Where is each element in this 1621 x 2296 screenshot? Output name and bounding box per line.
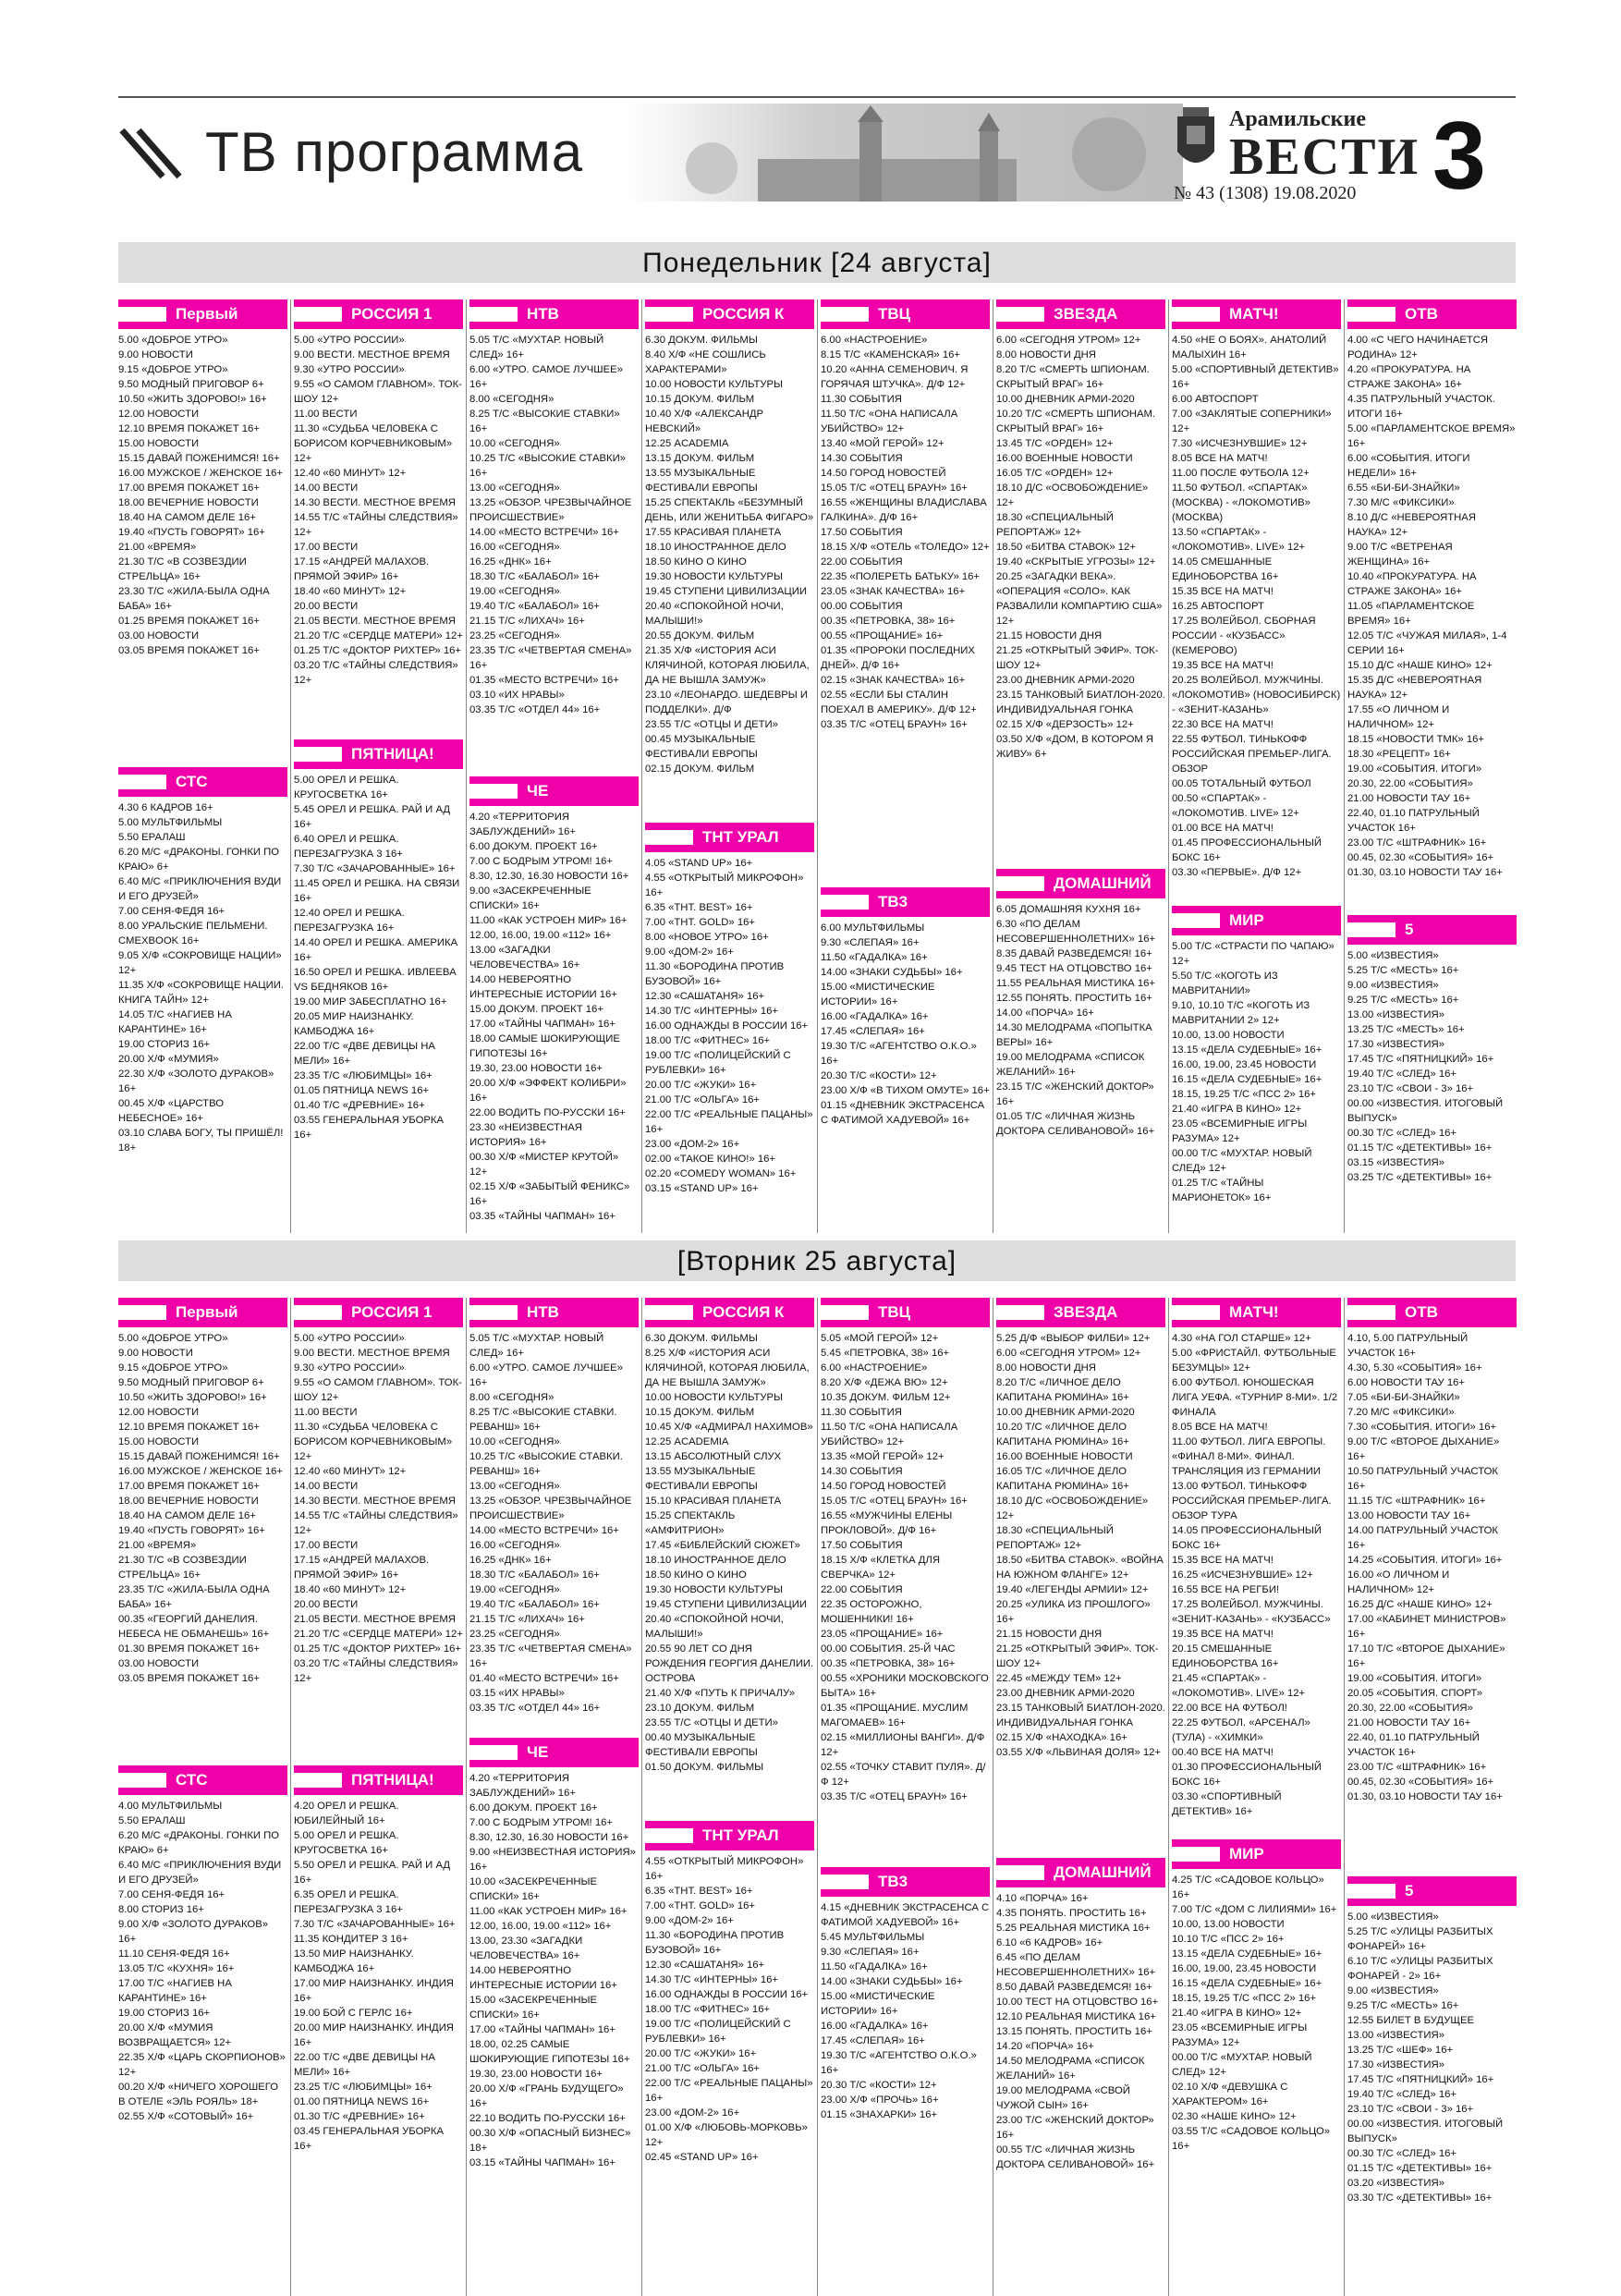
channel-name: РОССИЯ К	[702, 305, 785, 323]
channel-block	[996, 1858, 1165, 2172]
channel-logo-emblem	[1347, 1305, 1396, 1320]
channel-name: ТВЦ	[878, 1303, 911, 1321]
channel-logo-emblem	[118, 775, 166, 789]
channel-logo	[1347, 1298, 1517, 1327]
channel-name: Первый	[176, 305, 238, 323]
channel-block	[1347, 1876, 1517, 2205]
channel-name: МАТЧ!	[1229, 1303, 1279, 1321]
channel-name: НТВ	[527, 305, 559, 323]
program-list: 5.05 «МОЙ ГЕРОЙ» 12+ 5.45 «ПЕТРОВКА, 38» 16+ 6.00 «НАСТРОЕНИЕ» 8.20 Х/Ф «ДЕЖА ВЮ» 12+ 10.35 ДОКУМ. ФИЛЬМ 12+ 11.30 СОБЫТИЯ 11.50 Т/С «ОНА НАПИСАЛА УБИЙСТВО» 12+ 13.35 «МОЙ ГЕРОЙ» 12+ 14.30 СОБЫТИЯ 14.50 ГОРОД НОВОСТЕЙ 15.05 Т/С «ОТЕЦ БРАУН» 16+ 16.55 «МУЖЧИНЫ ЕЛЕНЫ ПРОКЛОВОЙ». Д/Ф 16+ 17.50 СОБЫТИЯ 18.15 Х/Ф «КЛЕТКА ДЛЯ СВЕРЧКА» 12+ 22.00 СОБЫТИЯ 22.35 ОСТОРОЖНО, МОШЕННИКИ! 16+ 23.05 «ПРОЩАНИЕ» 16+ 00.00 СОБЫТИЯ. 25-Й ЧАС 00.35 «ПЕТРОВКА, 38» 16+ 00.55 «ХРОНИКИ МОСКОВСКОГО БЫТА» 16+ 01.35 «ПРОЩАНИЕ. МУСЛИМ МАГОМАЕВ» 16+ 02.15 «МИЛЛИОНЫ ВАНГИ». Д/Ф 12+ 02.55 «ТОЧКУ СТАВИТ ПУЛЯ». Д/Ф 12+ 03.35 Т/С «ОТЕЦ БРАУН» 16+	[821, 1333, 989, 1802]
channel-name: 5	[1405, 921, 1414, 938]
channel-block	[821, 1867, 990, 2122]
channel-name: ТВ3	[878, 1873, 908, 1890]
channel-logo	[996, 1858, 1165, 1887]
channel-logo-emblem	[996, 1305, 1044, 1320]
channel-logo	[645, 823, 814, 852]
channel-block	[118, 1765, 287, 2124]
channel-block	[294, 299, 463, 688]
channel-logo-emblem	[1172, 913, 1220, 928]
channel-logo-emblem	[1347, 307, 1396, 322]
channel-name: ТНТ УРАЛ	[702, 828, 779, 846]
channel-logo	[821, 887, 990, 917]
program-list: 5.00 ОРЕЛ И РЕШКА. КРУГОСВЕТКА 16+ 5.45 ОРЕЛ И РЕШКА. РАЙ И АД 16+ 6.40 ОРЕЛ И РЕШКА. ПЕРЕЗАГРУЗКА 3 16+ 7.30 Т/С «ЗАЧАРОВАННЫЕ» 16+ 11.45 ОРЕЛ И РЕШКА. НА СВЯЗИ 16+ 12.40 ОРЕЛ И РЕШКА. ПЕРЕЗАГРУЗКА 16+ 14.40 ОРЕЛ И РЕШКА. АМЕРИКА 16+ 16.50 ОРЕЛ И РЕШКА. ИВЛЕЕВА VS БЕДНЯКОВ 16+ 19.00 МИР ЗАБЕСПЛАТНО 16+ 20.05 МИР НАИЗНАНКУ. КАМБОДЖА 16+ 22.00 Т/С «ДВЕ ДЕВИЦЫ НА МЕЛИ» 16+ 23.35 Т/С «ЛЮБИМЦЫ» 16+ 01.05 ПЯТНИЦА NEWS 16+ 01.40 Т/С «ДРЕВНИЕ» 16+ 03.55 ГЕНЕРАЛЬНАЯ УБОРКА 16+	[294, 775, 460, 1141]
channel-block	[1172, 1839, 1341, 2154]
channel-name: МАТЧ!	[1229, 305, 1279, 323]
day-title: Понедельник [24 августа]	[642, 248, 992, 278]
channel-block	[996, 1298, 1165, 1760]
day-header	[118, 242, 1516, 283]
channel-logo-emblem	[821, 307, 869, 322]
channel-name: СТС	[176, 1771, 208, 1789]
channel-block	[294, 739, 463, 1142]
header-top-rule	[118, 96, 1516, 98]
channel-logo	[118, 1765, 287, 1795]
program-list: 4.15 «ДНЕВНИК ЭКСТРАСЕНСА С ФАТИМОЙ ХАДУЕВОЙ» 16+ 5.45 МУЛЬТФИЛЬМЫ 9.30 «СЛЕПАЯ» 16+ 11.50 «ГАДАЛКА» 16+ 14.00 «ЗНАКИ СУДЬБЫ» 16+ 15.00 «МИСТИЧЕСКИЕ ИСТОРИИ» 16+ 16.00 «ГАДАЛКА» 16+ 17.45 «СЛЕПАЯ» 16+ 19.30 Т/С «АГЕНТСТВО О.К.О.» 16+ 20.30 Т/С «КОСТИ» 12+ 23.00 Х/Ф «ПРОЧЬ» 16+ 01.15 «ЗНАХАРКИ» 16+	[821, 1902, 990, 2120]
program-list: 5.05 Т/С «МУХТАР. НОВЫЙ СЛЕД» 16+ 6.00 «УТРО. САМОЕ ЛУЧШЕЕ» 16+ 8.00 «СЕГОДНЯ» 8.25 Т/С «ВЫСОКИЕ СТАВКИ. РЕВАНШ» 16+ 10.00 «СЕГОДНЯ» 10.25 Т/С «ВЫСОКИЕ СТАВКИ. РЕВАНШ» 16+ 13.00 «СЕГОДНЯ» 13.25 «ОБЗОР. ЧРЕЗВЫЧАЙНОЕ ПРОИСШЕСТВИЕ» 14.00 «МЕСТО ВСТРЕЧИ» 16+ 16.00 «СЕГОДНЯ» 16.25 «ДНК» 16+ 18.30 Т/С «БАЛАБОЛ» 16+ 19.00 «СЕГОДНЯ» 19.40 Т/С «БАЛАБОЛ» 16+ 21.15 Т/С «ЛИХАЧ» 16+ 23.25 «СЕГОДНЯ» 23.35 Т/С «ЧЕТВЕРТАЯ СМЕНА» 16+ 01.40 «МЕСТО ВСТРЕЧИ» 16+ 03.15 «ИХ НРАВЫ» 03.35 Т/С «ОТДЕЛ 44» 16+	[469, 1333, 632, 1714]
column-separator	[290, 299, 291, 1233]
channel-name: ОТВ	[1405, 1303, 1438, 1321]
program-list: 6.30 ДОКУМ. ФИЛЬМЫ 8.25 Х/Ф «ИСТОРИЯ АСИ КЛЯЧИНОЙ, КОТОРАЯ ЛЮБИЛА, ДА НЕ ВЫШЛА ЗАМУЖ» 10.00 НОВОСТИ КУЛЬТУРЫ 10.15 ДОКУМ. ФИЛЬМ 10.45 Х/Ф «АДМИРАЛ НАХИМОВ» 12.25 ACADEMIA 13.15 АБСОЛЮТНЫЙ СЛУХ 13.55 МУЗЫКАЛЬНЫЕ ФЕСТИВАЛИ ЕВРОПЫ 15.10 КРАСИВАЯ ПЛАНЕТА 15.25 СПЕКТАКЛЬ «АМФИТРИОН» 17.45 «БИБЛЕЙСКИЙ СЮЖЕТ» 18.10 ИНОСТРАННОЕ ДЕЛО 18.50 КИНО О КИНО 19.30 НОВОСТИ КУЛЬТУРЫ 19.45 СТУПЕНИ ЦИВИЛИЗАЦИИ 20.40 «СПОКОЙНОЙ НОЧИ, МАЛЫШИ!» 20.55 90 ЛЕТ СО ДНЯ РОЖДЕНИЯ ГЕОРГИЯ ДАНЕЛИИ. ОСТРОВА 21.40 Х/Ф «ПУТЬ К ПРИЧАЛУ» 23.10 ДОКУМ. ФИЛЬМ 23.55 Т/С «ОТЦЫ И ДЕТИ» 00.40 МУЗЫКАЛЬНЫЕ ФЕСТИВАЛИ ЕВРОПЫ 01.50 ДОКУМ. ФИЛЬМЫ	[645, 1333, 814, 1773]
column-separator	[1344, 299, 1345, 1233]
channel-block	[1172, 906, 1341, 1205]
channel-block	[118, 767, 287, 1155]
program-list: 5.25 Д/Ф «ВЫБОР ФИЛБИ» 12+ 6.00 «СЕГОДНЯ УТРОМ» 12+ 8.00 НОВОСТИ ДНЯ 8.20 Т/С «ЛИЧНОЕ ДЕЛО КАПИТАНА РЮМИНА» 16+ 10.00 ДНЕВНИК АРМИ-2020 10.20 Т/С «ЛИЧНОЕ ДЕЛО КАПИТАНА РЮМИНА» 16+ 16.00 ВОЕННЫЕ НОВОСТИ 16.05 Т/С «ЛИЧНОЕ ДЕЛО КАПИТАНА РЮМИНА» 16+ 18.10 Д/С «ОСВОБОЖДЕНИЕ» 12+ 18.30 «СПЕЦИАЛЬНЫЙ РЕПОРТАЖ» 12+ 18.50 «БИТВА СТАВОК». «ВОЙНА НА ЮЖНОМ ФЛАНГЕ» 12+ 19.40 «ЛЕГЕНДЫ АРМИИ» 12+ 20.25 «УЛИКА ИЗ ПРОШЛОГО» 16+ 21.15 НОВОСТИ ДНЯ 21.25 «ОТКРЫТЫЙ ЭФИР». ТОК-ШОУ 12+ 22.45 «МЕЖДУ ТЕМ» 12+ 23.00 ДНЕВНИК АРМИ-2020 23.15 ТАНКОВЫЙ БИАТЛОН-2020. ИНДИВИДУАЛЬНАЯ ГОНКА 02.15 Х/Ф «НАХОДКА» 16+ 03.55 Х/Ф «ЛЬВИНАЯ ДОЛЯ» 12+	[996, 1333, 1165, 1758]
channel-logo	[821, 1298, 990, 1327]
channel-logo-emblem	[294, 1773, 342, 1788]
program-list: 6.00 «НАСТРОЕНИЕ» 8.15 Т/С «КАМЕНСКАЯ» 16+ 10.20 «АННА СЕМЕНОВИЧ. Я ГОРЯЧАЯ ШТУЧКА». Д/Ф 12+ 11.30 СОБЫТИЯ 11.50 Т/С «ОНА НАПИСАЛА УБИЙСТВО» 12+ 13.40 «МОЙ ГЕРОЙ» 12+ 14.30 СОБЫТИЯ 14.50 ГОРОД НОВОСТЕЙ 15.05 Т/С «ОТЕЦ БРАУН» 16+ 16.55 «ЖЕНЩИНЫ ВЛАДИСЛАВА ГАЛКИНА». Д/Ф 16+ 17.50 СОБЫТИЯ 18.15 Х/Ф «ОТЕЛЬ «ТОЛЕДО» 12+ 22.00 СОБЫТИЯ 22.35 «ПОЛЕРЕТЬ БАТЬКУ» 16+ 23.05 «ЗНАК КАЧЕСТВА» 16+ 00.00 СОБЫТИЯ 00.35 «ПЕТРОВКА, 38» 16+ 00.55 «ПРОЩАНИЕ» 16+ 01.35 «ПРОРОКИ ПОСЛЕДНИХ ДНЕЙ». Д/Ф 16+ 02.15 «ЗНАК КАЧЕСТВА» 16+ 02.55 «ЕСЛИ БЫ СТАЛИН ПОЕХАЛ В АМЕРИКУ». Д/Ф 12+ 03.35 Т/С «ОТЕЦ БРАУН» 16+	[821, 335, 990, 730]
channel-logo	[469, 299, 639, 329]
column-separator	[641, 1298, 642, 2296]
channel-name: ЗВЕЗДА	[1054, 305, 1118, 323]
channel-logo-emblem	[294, 1305, 342, 1320]
program-list: 5.00 «ИЗВЕСТИЯ» 5.25 Т/С «МЕСТЬ» 16+ 9.00 «ИЗВЕСТИЯ» 9.25 Т/С «МЕСТЬ» 16+ 13.00 «ИЗВЕСТИЯ» 13.25 Т/С «МЕСТЬ» 16+ 17.30 «ИЗВЕСТИЯ» 17.45 Т/С «ПЯТНИЦКИЙ» 16+ 19.40 Т/С «СЛЕД» 16+ 23.10 Т/С «СВОИ - 3» 16+ 00.00 «ИЗВЕСТИЯ. ИТОГОВЫЙ ВЫПУСК» 00.30 Т/С «СЛЕД» 16+ 01.15 Т/С «ДЕТЕКТИВЫ» 16+ 03.15 «ИЗВЕСТИЯ» 03.25 Т/С «ДЕТЕКТИВЫ» 16+	[1347, 950, 1504, 1183]
program-list: 5.00 «УТРО РОССИИ» 9.00 ВЕСТИ. МЕСТНОЕ ВРЕМЯ 9.30 «УТРО РОССИИ» 9.55 «О САМОМ ГЛАВНОМ». ТОК-ШОУ 12+ 11.00 ВЕСТИ 11.30 «СУДЬБА ЧЕЛОВЕКА С БОРИСОМ КОРЧЕВНИКОВЫМ» 12+ 12.40 «60 МИНУТ» 12+ 14.00 ВЕСТИ 14.30 ВЕСТИ. МЕСТНОЕ ВРЕМЯ 14.55 Т/С «ТАЙНЫ СЛЕДСТВИЯ» 12+ 17.00 ВЕСТИ 17.15 «АНДРЕЙ МАЛАХОВ. ПРЯМОЙ ЭФИР» 16+ 18.40 «60 МИНУТ» 12+ 20.00 ВЕСТИ 21.05 ВЕСТИ. МЕСТНОЕ ВРЕМЯ 21.20 Т/С «СЕРДЦЕ МАТЕРИ» 12+ 01.25 Т/С «ДОКТОР РИХТЕР» 16+ 03.20 Т/С «ТАЙНЫ СЛЕДСТВИЯ» 12+	[294, 1333, 463, 1684]
channel-logo	[118, 299, 287, 329]
program-list: 4.00 «С ЧЕГО НАЧИНАЕТСЯ РОДИНА» 12+ 4.20 «ПРОКУРАТУРА. НА СТРАЖЕ ЗАКОНА» 16+ 4.35 ПАТРУЛЬНЫЙ УЧАСТОК. ИТОГИ 16+ 5.00 «ПАРЛАМЕНТСКОЕ ВРЕМЯ» 16+ 6.00 «СОБЫТИЯ. ИТОГИ НЕДЕЛИ» 16+ 6.55 «БИ-БИ-ЗНАЙКИ» 7.30 М/С «ФИКСИКИ» 8.10 Д/С «НЕВЕРОЯТНАЯ НАУКА» 12+ 9.00 Т/С «ВЕТРЕНАЯ ЖЕНЩИНА» 16+ 10.40 «ПРОКУРАТУРА. НА СТРАЖЕ ЗАКОНА» 16+ 11.05 «ПАРЛАМЕНТСКОЕ ВРЕМЯ» 16+ 12.05 Т/С «ЧУЖАЯ МИЛАЯ», 1-4 СЕРИИ 16+ 15.10 Д/С «НАШЕ КИНО» 12+ 15.35 Д/С «НЕВЕРОЯТНАЯ НАУКА» 12+ 17.55 «О ЛИЧНОМ И НАЛИЧНОМ» 12+ 18.15 «НОВОСТИ ТМК» 16+ 18.30 «РЕЦЕПТ» 16+ 19.00 «СОБЫТИЯ. ИТОГИ» 20.30, 22.00 «СОБЫТИЯ» 21.00 НОВОСТИ ТАУ 16+ 22.40, 01.10 ПАТРУЛЬНЫЙ УЧАСТОК 16+ 23.00 Т/С «ШТРАФНИК» 16+ 00.45, 02.30 «СОБЫТИЯ» 16+ 01.30, 03.10 НОВОСТИ ТАУ 16+	[1347, 335, 1516, 878]
program-list: 4.05 «STAND UP» 16+ 4.55 «ОТКРЫТЫЙ МИКРОФОН» 16+ 6.35 «ТНТ. BEST» 16+ 7.00 «ТНТ. GOLD» 16+ 8.00 «НОВОЕ УТРО» 16+ 9.00 «ДОМ-2» 16+ 11.30 «БОРОДИНА ПРОТИВ БУЗОВОЙ» 16+ 12.30 «САШАТАНЯ» 16+ 14.30 Т/С «ИНТЕРНЫ» 16+ 16.00 ОДНАЖДЫ В РОССИИ 16+ 18.00 Т/С «ФИТНЕС» 16+ 19.00 Т/С «ПОЛИЦЕЙСКИЙ С РУБЛЕВКИ» 16+ 20.00 Т/С «ЖУКИ» 16+ 21.00 Т/С «ОЛЬГА» 16+ 22.00 Т/С «РЕАЛЬНЫЕ ПАЦАНЫ» 16+ 23.00 «ДОМ-2» 16+ 02.00 «ТАКОЕ КИНО!» 16+ 02.20 «COMEDY WOMAN» 16+ 03.15 «STAND UP» 16+	[645, 858, 813, 1194]
channel-logo-emblem	[1172, 1305, 1220, 1320]
column-separator	[641, 299, 642, 1233]
program-list: 5.05 Т/С «МУХТАР. НОВЫЙ СЛЕД» 16+ 6.00 «УТРО. САМОЕ ЛУЧШЕЕ» 16+ 8.00 «СЕГОДНЯ» 8.25 Т/С «ВЫСОКИЕ СТАВКИ» 16+ 10.00 «СЕГОДНЯ» 10.25 Т/С «ВЫСОКИЕ СТАВКИ» 16+ 13.00 «СЕГОДНЯ» 13.25 «ОБЗОР. ЧРЕЗВЫЧАЙНОЕ ПРОИСШЕСТВИЕ» 14.00 «МЕСТО ВСТРЕЧИ» 16+ 16.00 «СЕГОДНЯ» 16.25 «ДНК» 16+ 18.30 Т/С «БАЛАБОЛ» 16+ 19.00 «СЕГОДНЯ» 19.40 Т/С «БАЛАБОЛ» 16+ 21.15 Т/С «ЛИХАЧ» 16+ 23.25 «СЕГОДНЯ» 23.35 Т/С «ЧЕТВЕРТАЯ СМЕНА» 16+ 01.35 «МЕСТО ВСТРЕЧИ» 16+ 03.10 «ИХ НРАВЫ» 03.35 Т/С «ОТДЕЛ 44» 16+	[469, 335, 632, 715]
day-title: [Вторник 25 августа]	[676, 1246, 957, 1276]
channel-name: СТС	[176, 773, 208, 790]
column-separator	[817, 1298, 818, 2296]
channel-logo-emblem	[469, 1745, 518, 1760]
channel-name: ТВЦ	[878, 305, 911, 323]
channel-name: РОССИЯ К	[702, 1303, 785, 1321]
program-list: 5.00 «ДОБРОЕ УТРО» 9.00 НОВОСТИ 9.15 «ДОБРОЕ УТРО» 9.50 МОДНЫЙ ПРИГОВОР 6+ 10.50 «ЖИТЬ ЗДОРОВО!» 16+ 12.00 НОВОСТИ 12.10 ВРЕМЯ ПОКАЖЕТ 16+ 15.00 НОВОСТИ 15.15 ДАВАЙ ПОЖЕНИМСЯ! 16+ 16.00 МУЖСКОЕ / ЖЕНСКОЕ 16+ 17.00 ВРЕМЯ ПОКАЖЕТ 16+ 18.00 ВЕЧЕРНИЕ НОВОСТИ 18.40 НА САМОМ ДЕЛЕ 16+ 19.40 «ПУСТЬ ГОВОРЯТ» 16+ 21.00 «ВРЕМЯ» 21.30 Т/С «В СОЗВЕЗДИИ СТРЕЛЬЦА» 16+ 23.35 Т/С «ЖИЛА-БЫЛА ОДНА БАБА» 16+ 00.35 «ГЕОРГИЙ ДАНЕЛИЯ. НЕБЕСА НЕ ОБМАНЕШЬ» 16+ 01.30 ВРЕМЯ ПОКАЖЕТ 16+ 03.00 НОВОСТИ 03.05 ВРЕМЯ ПОКАЖЕТ 16+	[118, 1333, 284, 1684]
channel-name: ПЯТНИЦА!	[351, 1771, 434, 1789]
channel-logo	[118, 1298, 287, 1327]
program-list: 5.00 «ДОБРОЕ УТРО» 9.00 НОВОСТИ 9.15 «ДОБРОЕ УТРО» 9.50 МОДНЫЙ ПРИГОВОР 6+ 10.50 «ЖИТЬ ЗДОРОВО!» 16+ 12.00 НОВОСТИ 12.10 ВРЕМЯ ПОКАЖЕТ 16+ 15.00 НОВОСТИ 15.15 ДАВАЙ ПОЖЕНИМСЯ! 16+ 16.00 МУЖСКОЕ / ЖЕНСКОЕ 16+ 17.00 ВРЕМЯ ПОКАЖЕТ 16+ 18.00 ВЕЧЕРНИЕ НОВОСТИ 18.40 НА САМОМ ДЕЛЕ 16+ 19.40 «ПУСТЬ ГОВОРЯТ» 16+ 21.00 «ВРЕМЯ» 21.30 Т/С «В СОЗВЕЗДИИ СТРЕЛЬЦА» 16+ 23.30 Т/С «ЖИЛА-БЫЛА ОДНА БАБА» 16+ 01.25 ВРЕМЯ ПОКАЖЕТ 16+ 03.00 НОВОСТИ 03.05 ВРЕМЯ ПОКАЖЕТ 16+	[118, 335, 284, 656]
channel-logo-emblem	[645, 1828, 693, 1843]
channel-block	[996, 869, 1165, 1139]
channel-logo	[469, 1738, 639, 1767]
channel-name: МИР	[1229, 911, 1264, 929]
channel-name: ЗВЕЗДА	[1054, 1303, 1118, 1321]
channel-name: ЧЕ	[527, 782, 549, 800]
channel-block	[469, 1298, 639, 1716]
channel-block	[118, 299, 287, 658]
channel-block	[469, 1738, 639, 2170]
page-number: 3	[1432, 103, 1486, 210]
channel-logo-emblem	[645, 307, 693, 322]
channel-logo	[1347, 915, 1517, 945]
channel-block	[821, 1298, 990, 1804]
channel-name: РОССИЯ 1	[351, 1303, 433, 1321]
channel-logo	[996, 299, 1165, 329]
channel-block	[645, 1298, 814, 1775]
channel-block	[1347, 915, 1517, 1185]
column-separator	[466, 1298, 467, 2296]
channel-name: ЧЕ	[527, 1743, 549, 1761]
channel-logo-emblem	[118, 1773, 166, 1788]
program-list: 4.10, 5.00 ПАТРУЛЬНЫЙ УЧАСТОК 16+ 4.30, 5.30 «СОБЫТИЯ» 16+ 6.00 НОВОСТИ ТАУ 16+ 7.05 «БИ-БИ-ЗНАЙКИ» 7.20 М/С «ФИКСИКИ» 7.30 «СОБЫТИЯ. ИТОГИ» 16+ 9.00 Т/С «ВТОРОЕ ДЫХАНИЕ» 16+ 10.50 ПАТРУЛЬНЫЙ УЧАСТОК 16+ 11.15 Т/С «ШТРАФНИК» 16+ 13.00 НОВОСТИ ТАУ 16+ 14.00 ПАТРУЛЬНЫЙ УЧАСТОК 16+ 14.25 «СОБЫТИЯ. ИТОГИ» 16+ 16.00 «О ЛИЧНОМ И НАЛИЧНОМ» 12+ 16.25 Д/С «НАШЕ КИНО» 12+ 17.00 «КАБИНЕТ МИНИСТРОВ» 16+ 17.10 Т/С «ВТОРОЕ ДЫХАНИЕ» 16+ 19.00 «СОБЫТИЯ. ИТОГИ» 20.05 «СОБЫТИЯ. СПОРТ» 20.30, 22.00 «СОБЫТИЯ» 21.00 НОВОСТИ ТАУ 16+ 22.40, 01.10 ПАТРУЛЬНЫЙ УЧАСТОК 16+ 23.00 Т/С «ШТРАФНИК» 16+ 00.45, 02.30 «СОБЫТИЯ» 16+ 01.30, 03.10 НОВОСТИ ТАУ 16+	[1347, 1333, 1506, 1802]
channel-name: Первый	[176, 1303, 238, 1321]
program-list: 4.55 «ОТКРЫТЫЙ МИКРОФОН» 16+ 6.35 «ТНТ. BEST» 16+ 7.00 «ТНТ. GOLD» 16+ 9.00 «ДОМ-2» 16+ 11.30 «БОРОДИНА ПРОТИВ БУЗОВОЙ» 16+ 12.30 «САШАТАНЯ» 16+ 14.30 Т/С «ИНТЕРНЫ» 16+ 16.00 ОДНАЖДЫ В РОССИИ 16+ 18.00 Т/С «ФИТНЕС» 16+ 19.00 Т/С «ПОЛИЦЕЙСКИЙ С РУБЛЕВКИ» 16+ 20.00 Т/С «ЖУКИ» 16+ 21.00 Т/С «ОЛЬГА» 16+ 22.00 Т/С «РЕАЛЬНЫЕ ПАЦАНЫ» 16+ 23.00 «ДОМ-2» 16+ 01.00 Х/Ф «ЛЮБОВЬ-МОРКОВЬ» 12+ 02.45 «STAND UP» 16+	[645, 1856, 813, 2163]
channel-name: РОССИЯ 1	[351, 305, 433, 323]
program-list: 4.20 «ТЕРРИТОРИЯ ЗАБЛУЖДЕНИЙ» 16+ 6.00 ДОКУМ. ПРОЕКТ 16+ 7.00 С БОДРЫМ УТРОМ! 16+ 8.30, 12.30, 16.30 НОВОСТИ 16+ 9.00 «ЗАСЕКРЕЧЕННЫЕ СПИСКИ» 16+ 11.00 «КАК УСТРОЕН МИР» 16+ 12.00, 16.00, 19.00 «112» 16+ 13.00 «ЗАГАДКИ ЧЕЛОВЕЧЕСТВА» 16+ 14.00 НЕВЕРОЯТНО ИНТЕРЕСНЫЕ ИСТОРИИ 16+ 15.00 ДОКУМ. ПРОЕКТ 16+ 17.00 «ТАЙНЫ ЧАПМАН» 16+ 18.00 САМЫЕ ШОКИРУЮЩИЕ ГИПОТЕЗЫ 16+ 19.30, 23.00 НОВОСТИ 16+ 20.00 Х/Ф «ЭФФЕКТ КОЛИБРИ» 16+ 22.00 ВОДИТЬ ПО-РУССКИ 16+ 23.30 «НЕИЗВЕСТНАЯ ИСТОРИЯ» 16+ 00.30 Х/Ф «МИСТЕР КРУТОЙ» 12+ 02.15 Х/Ф «ЗАБЫТЫЙ ФЕНИКС» 16+ 03.35 «ТАЙНЫ ЧАПМАН» 16+	[469, 812, 630, 1222]
channel-logo	[469, 776, 639, 806]
program-list: 5.00 Т/С «СТРАСТИ ПО ЧАПАЮ» 12+ 5.50 Т/С «КОГОТЬ ИЗ МАВРИТАНИИ» 9.10, 10.10 Т/С «КОГОТЬ ИЗ МАВРИТАНИИ 2» 12+ 10.00, 13.00 НОВОСТИ 13.15 «ДЕЛА СУДЕБНЫЕ» 16+ 16.00, 19.00, 23.45 НОВОСТИ 16.15 «ДЕЛА СУДЕБНЫЕ» 16+ 18.15, 19.25 Т/С «ПСС 2» 16+ 21.40 «ИГРА В КИНО» 12+ 23.05 «ВСЕМИРНЫЕ ИГРЫ РАЗУМА» 12+ 00.00 Т/С «МУХТАР. НОВЫЙ СЛЕД» 12+ 01.25 Т/С «ТАЙНЫ МАРИОНЕТОК» 16+	[1172, 941, 1335, 1203]
program-list: 4.30 «НА ГОЛ СТАРШЕ» 12+ 5.00 «ФРИСТАЙЛ. ФУТБОЛЬНЫЕ БЕЗУМЦЫ» 12+ 6.00 ФУТБОЛ. ЮНОШЕСКАЯ ЛИГА УЕФА. «ТУРНИР 8-МИ». 1/2 ФИНАЛА 8.05 ВСЕ НА МАТЧ! 11.00 ФУТБОЛ. ЛИГА ЕВРОПЫ. «ФИНАЛ 8-МИ». ФИНАЛ. ТРАНСЛЯЦИЯ ИЗ ГЕРМАНИИ 13.00 ФУТБОЛ. ТИНЬКОФФ РОССИЙСКАЯ ПРЕМЬЕР-ЛИГА. ОБЗОР ТУРА 14.05 ПРОФЕССИОНАЛЬНЫЙ БОКС 16+ 15.35 ВСЕ НА МАТЧ! 16.25 «ИСЧЕЗНУВШИЕ» 12+ 16.55 ВСЕ НА РЕГБИ! 17.25 ВОЛЕЙБОЛ. МУЖЧИНЫ. «ЗЕНИТ-КАЗАНЬ» - «КУЗБАСС» 19.35 ВСЕ НА МАТЧ! 20.15 СМЕШАННЫЕ ЕДИНОБОРСТВА 16+ 21.45 «СПАРТАК» - «ЛОКОМОТИВ». LIVE» 12+ 22.00 ВСЕ НА ФУТБОЛ! 22.25 ФУТБОЛ. «АРСЕНАЛ» (ТУЛА) - «ХИМКИ» 00.40 ВСЕ НА МАТЧ! 01.30 ПРОФЕССИОНАЛЬНЫЙ БОКС 16+ 03.30 «СПОРТИВНЫЙ ДЕТЕКТИВ» 16+	[1172, 1333, 1338, 1817]
channel-block	[645, 823, 814, 1196]
channel-block	[821, 887, 990, 1128]
channel-logo-emblem	[469, 784, 518, 799]
channel-logo-emblem	[996, 1865, 1044, 1880]
channel-logo-emblem	[821, 1875, 869, 1889]
channel-block	[118, 1298, 287, 1686]
channel-name: ПЯТНИЦА!	[351, 745, 434, 763]
channel-block	[1347, 299, 1517, 880]
channel-block	[294, 1298, 463, 1686]
program-list: 4.20 ОРЕЛ И РЕШКА. ЮБИЛЕЙНЫЙ 16+ 5.00 ОРЕЛ И РЕШКА. КРУГОСВЕТКА 16+ 5.50 ОРЕЛ И РЕШКА. РАЙ И АД 16+ 6.35 ОРЕЛ И РЕШКА. ПЕРЕЗАГРУЗКА 3 16+ 7.30 Т/С «ЗАЧАРОВАННЫЕ» 16+ 11.35 КОНДИТЕР 3 16+ 13.50 МИР НАИЗНАНКУ. КАМБОДЖА 16+ 17.00 МИР НАИЗНАНКУ. ИНДИЯ 16+ 19.00 БОЙ С ГЕРЛС 16+ 20.00 МИР НАИЗНАНКУ. ИНДИЯ 16+ 22.00 Т/С «ДВЕ ДЕВИЦЫ НА МЕЛИ» 16+ 23.25 Т/С «ЛЮБИМЦЫ» 16+ 01.00 ПЯТНИЦА NEWS 16+ 01.30 Т/С «ДРЕВНИЕ» 16+ 03.45 ГЕНЕРАЛЬНАЯ УБОРКА 16+	[294, 1801, 456, 2152]
channel-logo-emblem	[645, 830, 693, 845]
channel-name: ДОМАШНИЙ	[1054, 1863, 1152, 1881]
program-list: 6.05 ДОМАШНЯЯ КУХНЯ 16+ 6.30 «ПО ДЕЛАМ НЕСОВЕРШЕННОЛЕТНИХ» 16+ 8.35 ДАВАЙ РАЗВЕДЕМСЯ! 16+ 9.45 ТЕСТ НА ОТЦОВСТВО 16+ 11.55 РЕАЛЬНАЯ МИСТИКА 16+ 12.55 ПОНЯТЬ. ПРОСТИТЬ 16+ 14.00 «ПОРЧА» 16+ 14.30 МЕЛОДРАМА «ПОПЫТКА ВЕРЫ» 16+ 19.00 МЕЛОДРАМА «СПИСОК ЖЕЛАНИЙ» 16+ 23.15 Т/С «ЖЕНСКИЙ ДОКТОР» 16+ 01.05 Т/С «ЛИЧНАЯ ЖИЗНЬ ДОКТОРА СЕЛИВАНОВОЙ» 16+	[996, 904, 1156, 1137]
column-separator	[466, 299, 467, 1233]
channel-logo	[1172, 299, 1341, 329]
channel-logo	[821, 299, 990, 329]
channel-logo	[469, 1298, 639, 1327]
channel-logo	[645, 1821, 814, 1850]
program-list: 4.50 «НЕ О БОЯХ». АНАТОЛИЙ МАЛЫХИН 16+ 5.00 «СПОРТИВНЫЙ ДЕТЕКТИВ» 16+ 6.00 АВТОСПОРТ 7.00 «ЗАКЛЯТЫЕ СОПЕРНИКИ» 12+ 7.30 «ИСЧЕЗНУВШИЕ» 12+ 8.05 ВСЕ НА МАТЧ! 11.00 ПОСЛЕ ФУТБОЛА 12+ 11.50 ФУТБОЛ. «СПАРТАК» (МОСКВА) - «ЛОКОМОТИВ» (МОСКВА) 13.50 «СПАРТАК» - «ЛОКОМОТИВ». LIVE» 12+ 14.05 СМЕШАННЫЕ ЕДИНОБОРСТВА 16+ 15.35 ВСЕ НА МАТЧ! 16.25 АВТОСПОРТ 17.25 ВОЛЕЙБОЛ. СБОРНАЯ РОССИИ - «КУЗБАСС» (КЕМЕРОВО) 19.35 ВСЕ НА МАТЧ! 20.25 ВОЛЕЙБОЛ. МУЖЧИНЫ. «ЛОКОМОТИВ» (НОВОСИБИРСК) - «ЗЕНИТ-КАЗАНЬ» 22.30 ВСЕ НА МАТЧ! 22.55 ФУТБОЛ. ТИНЬКОФФ РОССИЙСКАЯ ПРЕМЬЕР-ЛИГА. ОБЗОР 00.05 ТОТАЛЬНЫЙ ФУТБОЛ 00.50 «СПАРТАК» - «ЛОКОМОТИВ. LIVE» 12+ 01.00 ВСЕ НА МАТЧ! 01.45 ПРОФЕССИОНАЛЬНЫЙ БОКС 16+ 03.30 «ПЕРВЫЕ». Д/Ф 12+	[1172, 335, 1341, 878]
channel-logo-emblem	[1347, 922, 1396, 937]
issue-number: № 43 (1308) 19.08.2020	[1174, 183, 1357, 203]
column-separator	[1168, 299, 1169, 1233]
channel-logo	[294, 739, 463, 769]
channel-logo	[821, 1867, 990, 1897]
channel-block	[645, 299, 814, 776]
channel-logo-emblem	[1172, 1847, 1220, 1862]
channel-logo-emblem	[294, 307, 342, 322]
channel-logo	[294, 1765, 463, 1795]
channel-logo	[1172, 906, 1341, 935]
channel-logo-emblem	[294, 747, 342, 762]
channel-logo-emblem	[469, 1305, 518, 1320]
channel-logo	[294, 299, 463, 329]
channel-name: НТВ	[527, 1303, 559, 1321]
program-list: 6.30 ДОКУМ. ФИЛЬМЫ 8.40 Х/Ф «НЕ СОШЛИСЬ ХАРАКТЕРАМИ» 10.00 НОВОСТИ КУЛЬТУРЫ 10.15 ДОКУМ. ФИЛЬМ 10.40 Х/Ф «АЛЕКСАНДР НЕВСКИЙ» 12.25 ACADEMIA 13.15 ДОКУМ. ФИЛЬМ 13.55 МУЗЫКАЛЬНЫЕ ФЕСТИВАЛИ ЕВРОПЫ 15.25 СПЕКТАКЛЬ «БЕЗУМНЫЙ ДЕНЬ, ИЛИ ЖЕНИТЬБА ФИГАРО» 17.55 КРАСИВАЯ ПЛАНЕТА 18.10 ИНОСТРАННОЕ ДЕЛО 18.50 КИНО О КИНО 19.30 НОВОСТИ КУЛЬТУРЫ 19.45 СТУПЕНИ ЦИВИЛИЗАЦИИ 20.40 «СПОКОЙНОЙ НОЧИ, МАЛЫШИ!» 20.55 ДОКУМ. ФИЛЬМ 21.35 Х/Ф «ИСТОРИЯ АСИ КЛЯЧИНОЙ, КОТОРАЯ ЛЮБИЛА, ДА НЕ ВЫШЛА ЗАМУЖ» 23.10 «ЛЕОНАРДО. ШЕДЕВРЫ И ПОДДЕЛКИ». Д/Ф 23.55 Т/С «ОТЦЫ И ДЕТИ» 00.45 МУЗЫКАЛЬНЫЕ ФЕСТИВАЛИ ЕВРОПЫ 02.15 ДОКУМ. ФИЛЬМ	[645, 335, 814, 775]
channel-block	[469, 299, 639, 717]
channel-block	[996, 299, 1165, 762]
channel-logo	[996, 869, 1165, 898]
city-crest-icon	[1174, 107, 1218, 176]
channel-block	[1172, 1298, 1341, 1819]
column-separator	[1168, 1298, 1169, 2296]
program-list: 4.00 МУЛЬТФИЛЬМЫ 5.50 ЕРАЛАШ 6.20 М/С «ДРАКОНЫ. ГОНКИ ПО КРАЮ» 6+ 6.40 М/С «ПРИКЛЮЧЕНИЯ ВУДИ И ЕГО ДРУЗЕЙ» 7.00 СЕНЯ-ФЕДЯ 16+ 8.00 СТОРИЗ 16+ 9.00 Х/Ф «ЗОЛОТО ДУРАКОВ» 16+ 11.10 СЕНЯ-ФЕДЯ 16+ 13.05 Т/С «КУХНЯ» 16+ 17.00 Т/С «НАГИЕВ НА КАРАНТИНЕ» 16+ 19.00 СТОРИЗ 16+ 20.00 Х/Ф «МУМИЯ ВОЗВРАЩАЕТСЯ» 12+ 22.35 Х/Ф «ЦАРЬ СКОРПИОНОВ» 12+ 00.20 Х/Ф «НИЧЕГО ХОРОШЕГО В ОТЕЛЕ «ЭЛЬ РОЯЛЬ» 18+ 02.55 Х/Ф «СОТОВЫЙ» 16+	[118, 1801, 286, 2122]
channel-name: МИР	[1229, 1845, 1264, 1862]
channel-logo-emblem	[996, 307, 1044, 322]
channel-name: ТНТ УРАЛ	[702, 1826, 779, 1844]
channel-logo-emblem	[118, 307, 166, 322]
channel-logo	[1347, 299, 1517, 329]
program-list: 5.00 «УТРО РОССИИ» 9.00 ВЕСТИ. МЕСТНОЕ ВРЕМЯ 9.30 «УТРО РОССИИ» 9.55 «О САМОМ ГЛАВНОМ». ТОК-ШОУ 12+ 11.00 ВЕСТИ 11.30 «СУДЬБА ЧЕЛОВЕКА С БОРИСОМ КОРЧЕВНИКОВЫМ» 12+ 12.40 «60 МИНУТ» 12+ 14.00 ВЕСТИ 14.30 ВЕСТИ. МЕСТНОЕ ВРЕМЯ 14.55 Т/С «ТАЙНЫ СЛЕДСТВИЯ» 12+ 17.00 ВЕСТИ 17.15 «АНДРЕЙ МАЛАХОВ. ПРЯМОЙ ЭФИР» 16+ 18.40 «60 МИНУТ» 12+ 20.00 ВЕСТИ 21.05 ВЕСТИ. МЕСТНОЕ ВРЕМЯ 21.20 Т/С «СЕРДЦЕ МАТЕРИ» 12+ 01.25 Т/С «ДОКТОР РИХТЕР» 16+ 03.20 Т/С «ТАЙНЫ СЛЕДСТВИЯ» 12+	[294, 335, 463, 686]
section-title: ТВ программа	[205, 121, 584, 183]
column-separator	[1344, 1298, 1345, 2296]
column-separator	[817, 299, 818, 1233]
channel-logo-emblem	[996, 876, 1044, 891]
channel-logo	[996, 1298, 1165, 1327]
channel-logo	[645, 1298, 814, 1327]
channel-logo-emblem	[1172, 307, 1220, 322]
program-list: 5.00 «ИЗВЕСТИЯ» 5.25 Т/С «УЛИЦЫ РАЗБИТЫХ ФОНАРЕЙ» 16+ 6.10 Т/С «УЛИЦЫ РАЗБИТЫХ ФОНАРЕЙ - 2» 16+ 9.00 «ИЗВЕСТИЯ» 9.25 Т/С «МЕСТЬ» 16+ 12.55 БИЛЕТ В БУДУЩЕЕ 13.00 «ИЗВЕСТИЯ» 13.25 Т/С «ШЕФ» 16+ 17.30 «ИЗВЕСТИЯ» 17.45 Т/С «ПЯТНИЦКИЙ» 16+ 19.40 Т/С «СЛЕД» 16+ 23.10 Т/С «СВОИ - 3» 16+ 00.00 «ИЗВЕСТИЯ. ИТОГОВЫЙ ВЫПУСК» 00.30 Т/С «СЛЕД» 16+ 01.15 Т/С «ДЕТЕКТИВЫ» 16+ 03.20 «ИЗВЕСТИЯ» 03.30 Т/С «ДЕТЕКТИВЫ» 16+	[1347, 1911, 1504, 2204]
channel-block	[1172, 299, 1341, 880]
channel-logo	[1347, 1876, 1517, 1906]
channel-name: 5	[1405, 1882, 1414, 1899]
channel-name: ОТВ	[1405, 305, 1438, 323]
paper-name-small: Арамильские	[1229, 107, 1366, 131]
channel-logo-emblem	[1347, 1884, 1396, 1899]
channel-logo-emblem	[118, 1305, 166, 1320]
channel-block	[1347, 1298, 1517, 1804]
channel-logo	[1172, 1298, 1341, 1327]
channel-logo-emblem	[821, 1305, 869, 1320]
paper-name-big: ВЕСТИ	[1229, 128, 1420, 186]
column-separator	[290, 1298, 291, 2296]
program-list: 4.20 «ТЕРРИТОРИЯ ЗАБЛУЖДЕНИЙ» 16+ 6.00 ДОКУМ. ПРОЕКТ 16+ 7.00 С БОДРЫМ УТРОМ! 16+ 8.30, 12.30, 16.30 НОВОСТИ 16+ 9.00 «НЕИЗВЕСТНАЯ ИСТОРИЯ» 16+ 10.00 «ЗАСЕКРЕЧЕННЫЕ СПИСКИ» 16+ 11.00 «КАК УСТРОЕН МИР» 16+ 12.00, 16.00, 19.00 «112» 16+ 13.00, 23.30 «ЗАГАДКИ ЧЕЛОВЕЧЕСТВА» 16+ 14.00 НЕВЕРОЯТНО ИНТЕРЕСНЫЕ ИСТОРИИ 16+ 15.00 «ЗАСЕКРЕЧЕННЫЕ СПИСКИ» 16+ 17.00 «ТАЙНЫ ЧАПМАН» 16+ 18.00, 02.25 САМЫЕ ШОКИРУЮЩИЕ ГИПОТЕЗЫ 16+ 19.30, 23.00 НОВОСТИ 16+ 20.00 Х/Ф «ГРАНЬ БУДУЩЕГО» 16+ 22.10 ВОДИТЬ ПО-РУССКИ 16+ 00.30 Х/Ф «ОПАСНЫЙ БИЗНЕС» 18+ 03.15 «ТАЙНЫ ЧАПМАН» 16+	[469, 1773, 636, 2168]
program-list: 6.00 «СЕГОДНЯ УТРОМ» 12+ 8.00 НОВОСТИ ДНЯ 8.20 Т/С «СМЕРТЬ ШПИОНАМ. СКРЫТЫЙ ВРАГ» 16+ 10.00 ДНЕВНИК АРМИ-2020 10.20 Т/С «СМЕРТЬ ШПИОНАМ. СКРЫТЫЙ ВРАГ» 16+ 13.45 Т/С «ОРДЕН» 12+ 16.00 ВОЕННЫЕ НОВОСТИ 16.05 Т/С «ОРДЕН» 12+ 18.10 Д/С «ОСВОБОЖДЕНИЕ» 12+ 18.30 «СПЕЦИАЛЬНЫЙ РЕПОРТАЖ» 12+ 18.50 «БИТВА СТАВОК» 12+ 19.40 «СКРЫТЫЕ УГРОЗЫ» 12+ 20.25 «ЗАГАДКИ ВЕКА». «ОПЕРАЦИЯ «СОЛО». КАК РАЗВАЛИЛИ КОМПАРТИЮ США» 12+ 21.15 НОВОСТИ ДНЯ 21.25 «ОТКРЫТЫЙ ЭФИР». ТОК-ШОУ 12+ 23.00 ДНЕВНИК АРМИ-2020 23.15 ТАНКОВЫЙ БИАТЛОН-2020. ИНДИВИДУАЛЬНАЯ ГОНКА 02.15 Х/Ф «ДЕРЗОСТЬ» 12+ 03.50 Х/Ф «ДОМ, В КОТОРОМ Я ЖИВУ» 6+	[996, 335, 1165, 760]
channel-logo	[645, 299, 814, 329]
channel-block	[294, 1765, 463, 2154]
day-header	[118, 1240, 1516, 1281]
channel-logo	[1172, 1839, 1341, 1869]
program-list: 4.25 Т/С «САДОВОЕ КОЛЬЦО» 16+ 7.00 Т/С «ДОМ С ЛИЛИЯМИ» 16+ 10.00, 13.00 НОВОСТИ 10.10 Т/С «ПСС 2» 16+ 13.15 «ДЕЛА СУДЕБНЫЕ» 16+ 16.00, 19.00, 23.45 НОВОСТИ 16.15 «ДЕЛА СУДЕБНЫЕ» 16+ 18.15, 19.25 Т/С «ПСС 2» 16+ 21.40 «ИГРА В КИНО» 12+ 23.05 «ВСЕМИРНЫЕ ИГРЫ РАЗУМА» 12+ 00.00 Т/С «МУХТАР. НОВЫЙ СЛЕД» 12+ 02.10 Х/Ф «ДЕВУШКА С ХАРАКТЕРОМ» 16+ 02.30 «НАШЕ КИНО» 12+ 03.55 Т/С «САДОВОЕ КОЛЬЦО» 16+	[1172, 1875, 1337, 2152]
channel-logo-emblem	[645, 1305, 693, 1320]
channel-logo-emblem	[821, 895, 869, 910]
program-list: 6.00 МУЛЬТФИЛЬМЫ 9.30 «СЛЕПАЯ» 16+ 11.50 «ГАДАЛКА» 16+ 14.00 «ЗНАКИ СУДЬБЫ» 16+ 15.00 «МИСТИЧЕСКИЕ ИСТОРИИ» 16+ 16.00 «ГАДАЛКА» 16+ 17.45 «СЛЕПАЯ» 16+ 19.30 Т/С «АГЕНТСТВО О.К.О.» 16+ 20.30 Т/С «КОСТИ» 12+ 23.00 Х/Ф «В ТИХОМ ОМУТЕ» 16+ 01.15 «ДНЕВНИК ЭКСТРАСЕНСА С ФАТИМОЙ ХАДУЕВОЙ» 16+	[821, 922, 990, 1126]
channel-logo-emblem	[469, 307, 518, 322]
channel-logo	[294, 1298, 463, 1327]
channel-logo	[118, 767, 287, 797]
channel-block	[821, 299, 990, 732]
channel-block	[645, 1821, 814, 2165]
double-slash-icon	[118, 125, 183, 180]
channel-name: ДОМАШНИЙ	[1054, 874, 1152, 892]
channel-name: ТВ3	[878, 893, 908, 910]
channel-block	[469, 776, 639, 1224]
program-list: 4.30 6 КАДРОВ 16+ 5.00 МУЛЬТФИЛЬМЫ 5.50 ЕРАЛАШ 6.20 М/С «ДРАКОНЫ. ГОНКИ ПО КРАЮ» 6+ 6.40 М/С «ПРИКЛЮЧЕНИЯ ВУДИ И ЕГО ДРУЗЕЙ» 7.00 СЕНЯ-ФЕДЯ 16+ 8.00 УРАЛЬСКИЕ ПЕЛЬМЕНИ. СМЕХBOOK 16+ 9.05 Х/Ф «СОКРОВИЩЕ НАЦИИ» 12+ 11.35 Х/Ф «СОКРОВИЩЕ НАЦИИ. КНИГА ТАЙН» 12+ 14.05 Т/С «НАГИЕВ НА КАРАНТИНЕ» 16+ 19.00 СТОРИЗ 16+ 20.00 Х/Ф «МУМИЯ» 22.30 Х/Ф «ЗОЛОТО ДУРАКОВ» 16+ 00.45 Х/Ф «ЦАРСТВО НЕБЕСНОЕ» 16+ 03.10 СЛАВА БОГУ, ТЫ ПРИШЁЛ! 18+	[118, 802, 284, 1154]
church-photo-banner	[628, 104, 1183, 202]
program-list: 4.10 «ПОРЧА» 16+ 4.35 ПОНЯТЬ. ПРОСТИТЬ 16+ 5.25 РЕАЛЬНАЯ МИСТИКА 16+ 6.10 «6 КАДРОВ» 16+ 6.45 «ПО ДЕЛАМ НЕСОВЕРШЕННОЛЕТНИХ» 16+ 8.50 ДАВАЙ РАЗВЕДЕМСЯ! 16+ 10.00 ТЕСТ НА ОТЦОВСТВО 16+ 12.10 РЕАЛЬНАЯ МИСТИКА 16+ 13.15 ПОНЯТЬ. ПРОСТИТЬ 16+ 14.20 «ПОРЧА» 16+ 14.50 МЕЛОДРАМА «СПИСОК ЖЕЛАНИЙ» 16+ 19.00 МЕЛОДРАМА «СВОЙ ЧУЖОЙ СЫН» 16+ 23.00 Т/С «ЖЕНСКИЙ ДОКТОР» 16+ 00.55 Т/С «ЛИЧНАЯ ЖИЗНЬ ДОКТОРА СЕЛИВАНОВОЙ» 16+	[996, 1893, 1159, 2170]
